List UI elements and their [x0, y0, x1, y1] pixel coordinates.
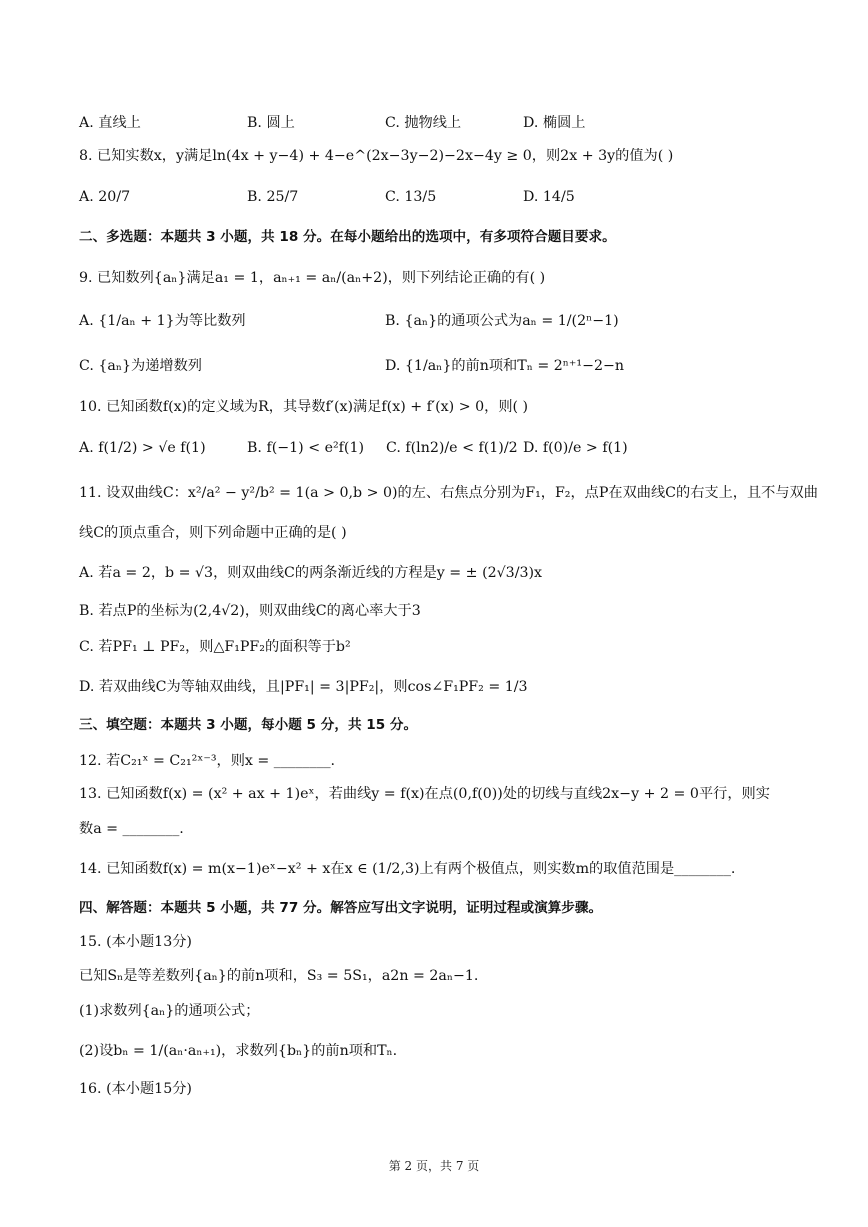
q9-option-a: A. {1/aₙ + 1}为等比数列 — [79, 313, 246, 329]
q7-option-d: D. 椭圆上 — [523, 115, 586, 131]
q9-option-c: C. {aₙ}为递增数列 — [79, 358, 202, 374]
q7-option-b: B. 圆上 — [247, 115, 295, 131]
q8-stem: 8. 已知实数x，y满足ln(4x + y−4) + 4−e^(2x−3y−2)−2x−4y ≥ 0，则2x + 3y的值为( ) — [79, 148, 674, 164]
q10-option-b: B. f(−1) < e²f(1) — [247, 440, 365, 456]
section-solution-heading: 四、解答题：本题共 5 小题，共 77 分。解答应写出文字说明，证明过程或演算步骤。 — [79, 900, 603, 916]
q10-option-d: D. f(0)/e > f(1) — [523, 440, 628, 456]
q15-part2: (2)设bₙ = 1/(aₙ·aₙ₊₁)，求数列{bₙ}的前n项和Tₙ. — [79, 1043, 398, 1059]
q11-option-b: B. 若点P的坐标为(2,4√2)，则双曲线C的离心率大于3 — [79, 603, 421, 619]
q11-option-d: D. 若双曲线C为等轴双曲线，且|PF₁| = 3|PF₂|，则cos∠F₁PF₂ = 1/3 — [79, 679, 528, 695]
q7-option-a: A. 直线上 — [79, 115, 141, 131]
q8-option-d: D. 14/5 — [523, 189, 575, 205]
q11-option-a: A. 若a = 2，b = √3，则双曲线C的两条渐近线的方程是y = ± (2√3/3)x — [79, 565, 543, 581]
q10-option-c: C. f(ln2)/e < f(1)/2 — [386, 440, 518, 456]
q14: 14. 已知函数f(x) = m(x−1)eˣ−x² + x在x ∈ (1/2,3)上有两个极值点，则实数m的取值范围是________. — [79, 861, 736, 877]
q16-title: 16. (本小题15分) — [79, 1081, 192, 1097]
q10-stem: 10. 已知函数f(x)的定义域为R，其导数f′(x)满足f(x) + f′(x) > 0，则( ) — [79, 399, 529, 415]
q13-line1: 13. 已知函数f(x) = (x² + ax + 1)eˣ，若曲线y = f(x)在点(0,f(0))处的切线与直线2x−y + 2 = 0平行，则实 — [79, 786, 770, 802]
q10-option-a: A. f(1/2) > √e f(1) — [79, 440, 206, 456]
q9-option-d: D. {1/aₙ}的前n项和Tₙ = 2ⁿ⁺¹−2−n — [385, 358, 625, 374]
q8-option-a: A. 20/7 — [79, 189, 131, 205]
q13-line2: 数a = ________. — [79, 821, 184, 837]
q11-stem-line1: 11. 设双曲线C：x²/a² − y²/b² = 1(a > 0,b > 0)的左、右焦点分别为F₁，F₂，点P在双曲线C的右支上，且不与双曲 — [79, 485, 818, 501]
q7-option-c: C. 抛物线上 — [385, 115, 462, 131]
q9-option-b: B. {aₙ}的通项公式为aₙ = 1/(2ⁿ−1) — [385, 313, 619, 329]
q11-option-c: C. 若PF₁ ⊥ PF₂，则△F₁PF₂的面积等于b² — [79, 639, 351, 655]
page-footer: 第 2 页，共 7 页 — [388, 1159, 480, 1173]
q8-option-c: C. 13/5 — [385, 189, 437, 205]
q8-option-b: B. 25/7 — [247, 189, 299, 205]
q15-stem: 已知Sₙ是等差数列{aₙ}的前n项和，S₃ = 5S₁，a2n = 2aₙ−1. — [79, 968, 479, 984]
q12: 12. 若C₂₁ˣ = C₂₁²ˣ⁻³，则x = ________. — [79, 753, 336, 769]
q15-title: 15. (本小题13分) — [79, 934, 192, 950]
section-fill-blank-heading: 三、填空题：本题共 3 小题，每小题 5 分，共 15 分。 — [79, 717, 418, 733]
section-multiple-choice-heading: 二、多选题：本题共 3 小题，共 18 分。在每小题给出的选项中，有多项符合题目要求。 — [79, 229, 616, 245]
q15-part1: (1)求数列{aₙ}的通项公式； — [79, 1003, 260, 1019]
q11-stem-line2: 线C的顶点重合，则下列命题中正确的是( ) — [79, 525, 347, 541]
q9-stem: 9. 已知数列{aₙ}满足a₁ = 1，aₙ₊₁ = aₙ/(aₙ+2)，则下列结论正确的有( ) — [79, 270, 546, 286]
